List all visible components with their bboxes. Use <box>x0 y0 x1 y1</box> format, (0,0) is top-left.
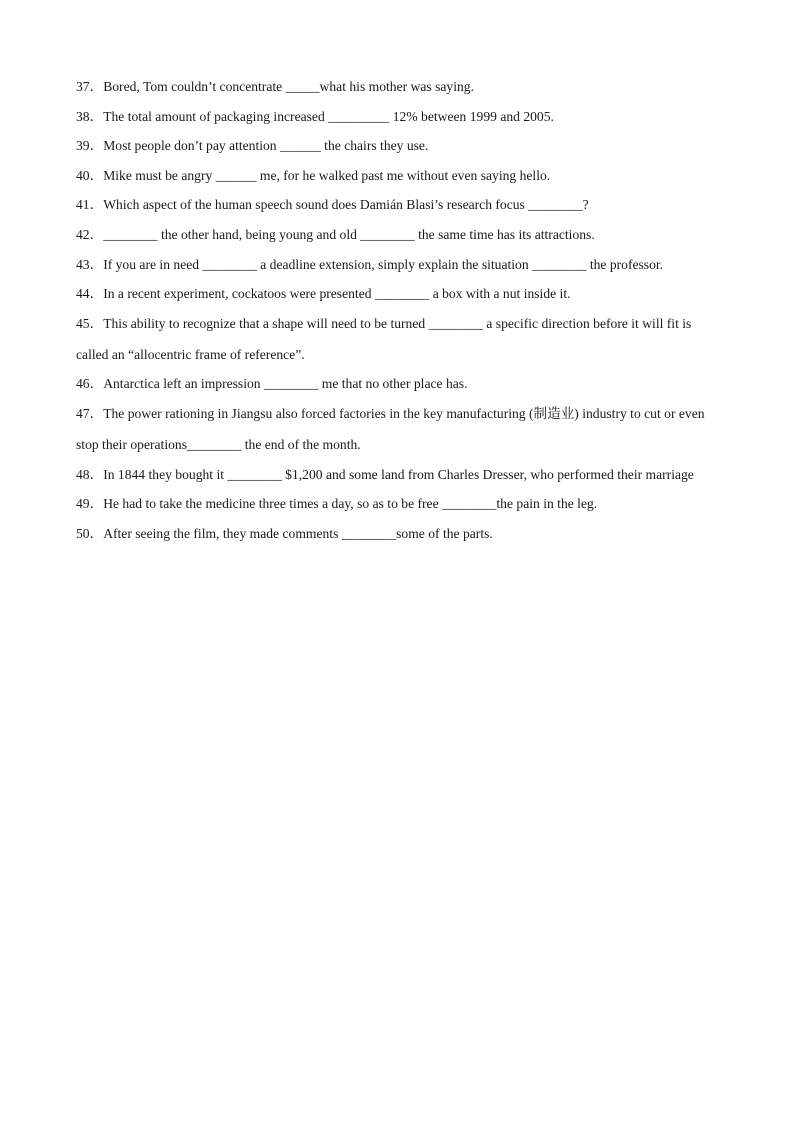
question-number: 44． <box>76 286 104 302</box>
question-39 <box>76 136 726 155</box>
question-49 <box>76 494 726 513</box>
question-number: 37． <box>76 79 104 94</box>
question-50 <box>76 524 726 543</box>
question-44 <box>76 284 726 303</box>
question-46 <box>76 374 726 393</box>
question-text: This ability to recognize that a shape will need to be turned ________ a specific direction before it will fit is called an “allocentric frame of reference”. <box>76 315 692 362</box>
question-text: If you are in need ________ a deadline extension, simply explain the situation ________ the professor. <box>103 256 664 272</box>
question-number: 47． <box>76 405 104 421</box>
question-text: The power rationing in Jiangsu also forced factories in the key manufacturing (制造业) industry to cut or even stop their operations________ the end of the month. <box>76 405 705 452</box>
question-number: 46． <box>76 376 104 392</box>
question-41 <box>76 195 726 214</box>
question-list <box>76 77 726 553</box>
question-47 <box>76 398 726 460</box>
question-number: 39． <box>76 138 104 154</box>
question-number: 50． <box>76 525 104 541</box>
question-text: He had to take the medicine three times a day, so as to be free ________the pain in the leg. <box>103 496 598 512</box>
question-text: ________ the other hand, being young and old ________ the same time has its attractions. <box>103 226 595 242</box>
question-42 <box>76 225 726 244</box>
question-number: 40． <box>76 167 104 183</box>
question-text: Bored, Tom couldn’t concentrate _____what his mother was saying. <box>103 79 474 94</box>
question-number: 38． <box>76 108 104 124</box>
question-number: 49． <box>76 496 104 512</box>
question-text: Antarctica left an impression ________ me that no other place has. <box>103 376 468 392</box>
question-43 <box>76 255 726 274</box>
question-number: 45． <box>76 315 104 331</box>
question-number: 43． <box>76 256 104 272</box>
question-number: 48． <box>76 466 104 482</box>
question-48 <box>76 465 726 484</box>
question-text: Mike must be angry ______ me, for he walked past me without even saying hello. <box>103 167 551 183</box>
question-number: 42． <box>76 226 104 242</box>
question-text: In 1844 they bought it ________ $1,200 and some land from Charles Dresser, who performed their marriage <box>103 466 694 482</box>
question-number: 41． <box>76 197 104 213</box>
question-text: Most people don’t pay attention ______ the chairs they use. <box>103 138 429 154</box>
question-text: After seeing the film, they made comments ________some of the parts. <box>103 525 493 541</box>
question-37 <box>76 77 726 96</box>
question-text: The total amount of packaging increased _________ 12% between 1999 and 2005. <box>103 108 554 124</box>
question-text: Which aspect of the human speech sound does Damián Blasi’s research focus ________? <box>103 197 589 213</box>
question-40 <box>76 166 726 185</box>
question-38 <box>76 107 726 126</box>
question-text: In a recent experiment, cockatoos were presented ________ a box with a nut inside it. <box>103 286 571 302</box>
question-45 <box>76 308 726 370</box>
